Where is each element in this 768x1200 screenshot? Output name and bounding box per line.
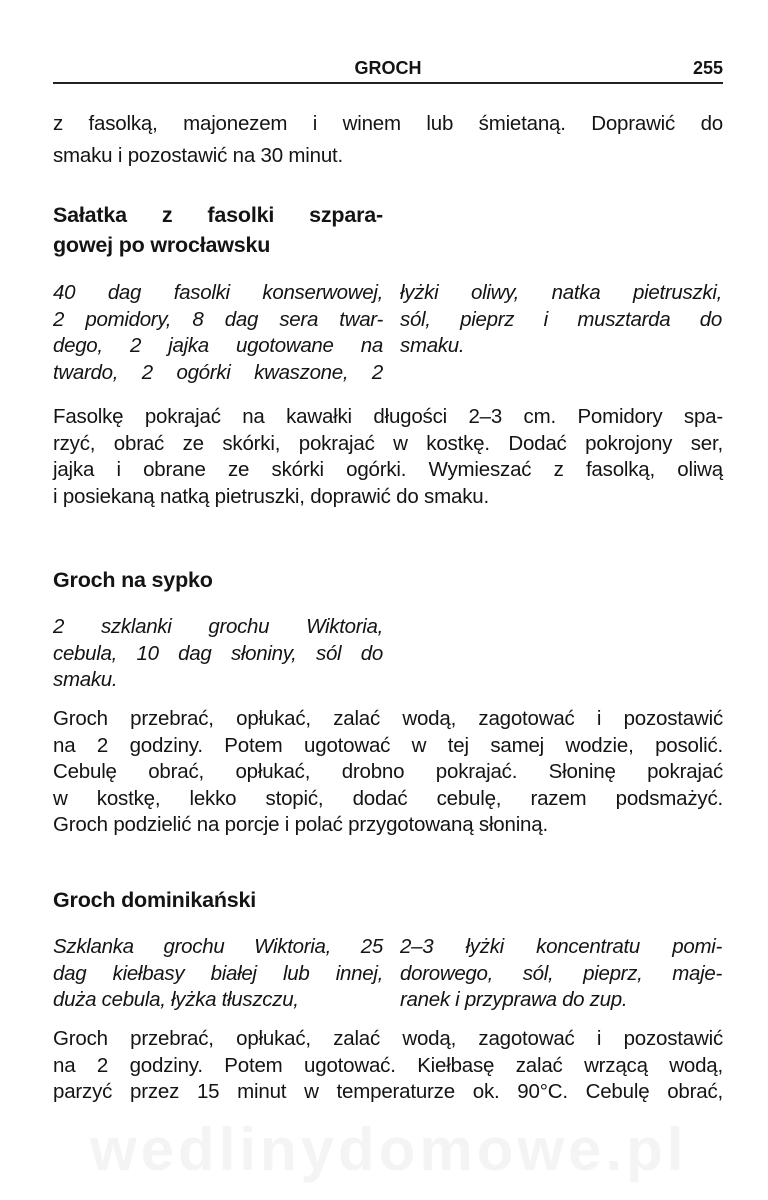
method-paragraph-line: na 2 godziny. Potem ugotować. Kiełbasę zalać wrzącą wodą, (53, 1053, 723, 1077)
ingredients-left-line: duża cebula, łyżka tłuszczu, (53, 988, 299, 1011)
running-header (53, 56, 723, 84)
ingredients-left-line: dag kiełbasy białej lub innej, (53, 961, 383, 985)
method-paragraph-line: w kostkę, lekko stopić, dodać cebulę, razem podsmażyć. (53, 786, 723, 810)
recipe-title-line: gowej po wrocławsku (53, 233, 271, 257)
ingredients-right-line: 2–3 łyżki koncentratu pomi- (400, 935, 722, 958)
ingredients-left-line: dego, 2 jajka ugotowane na (53, 334, 383, 357)
ingredients-left-line: smaku. (53, 668, 118, 691)
ingredients-right-line: dorowego, sól, pieprz, maje- (400, 961, 722, 985)
page-number: 255 (692, 58, 723, 78)
ingredients-left-line: twardo, 2 ogórki kwaszone, 2 (53, 360, 383, 384)
ingredients-right-line: smaku. (400, 334, 465, 357)
continuation-paragraph-line: z fasolką, majonezem i winem lub śmietaną. Doprawić do (53, 112, 723, 135)
ingredients-left-line: 2 szklanki grochu Wiktoria, (53, 615, 383, 638)
recipe-title-line: Groch na sypko (53, 568, 213, 592)
recipe-title (53, 200, 383, 260)
method-paragraph-line: Groch przebrać, opłukać, zalać wodą, zagotować i pozostawić (53, 707, 723, 730)
ingredients-left-line: 2 pomidory, 8 dag sera twar- (53, 307, 383, 331)
ingredients-left-line: Szklanka grochu Wiktoria, 25 (53, 935, 383, 958)
continuation-paragraph (53, 108, 723, 172)
method-paragraph-line: Groch przebrać, opłukać, zalać wodą, zagotować i pozostawić (53, 1027, 723, 1050)
ingredients-right (400, 280, 722, 360)
recipe-title-line: Sałatka z fasolki szpara- (53, 203, 383, 227)
method-paragraph (53, 404, 723, 510)
recipe-title (53, 565, 383, 595)
recipe-title-line: Groch dominikański (53, 888, 257, 912)
ingredients-right-line: łyżki oliwy, natka pietruszki, (400, 281, 722, 304)
method-paragraph (53, 1026, 723, 1106)
ingredients-right-line: ranek i przyprawa do zup. (400, 988, 628, 1011)
ingredients-right (400, 934, 722, 1014)
ingredients-left-line: cebula, 10 dag słoniny, sól do (53, 641, 383, 665)
method-paragraph-line: Fasolkę pokrajać na kawałki długości 2–3 cm. Pomidory spa- (53, 405, 723, 428)
ingredients-left-line: 40 dag fasolki konserwowej, (53, 281, 383, 304)
watermark: wedlinydomowe.pl (90, 1116, 688, 1183)
method-paragraph-line: jajka i obrane ze skórki ogórki. Wymieszać z fasolką, oliwą (53, 458, 723, 481)
method-paragraph-line: Groch podzielić na porcje i polać przygotowaną słoniną. (53, 813, 548, 836)
method-paragraph-line: i posiekaną natką pietruszki, doprawić do smaku. (53, 484, 489, 508)
recipe-title (53, 885, 383, 915)
method-paragraph-line: rzyć, obrać ze skórki, pokrajać w kostkę. Dodać pokrojony ser, (53, 431, 723, 455)
method-paragraph (53, 706, 723, 839)
ingredients-right-line: sól, pieprz i musztarda do (400, 307, 722, 331)
method-paragraph-line: na 2 godziny. Potem ugotować w tej samej wodzie, posolić. (53, 733, 723, 757)
method-paragraph-line: Cebulę obrać, opłukać, drobno pokrajać. Słoninę pokrajać (53, 760, 723, 783)
method-paragraph-line: parzyć przez 15 minut w temperaturze ok. 90°C. Cebulę obrać, (53, 1080, 723, 1103)
ingredients-left (53, 934, 383, 1014)
ingredients-left (53, 280, 383, 386)
running-title: GROCH (354, 58, 422, 78)
ingredients-left (53, 614, 383, 694)
continuation-paragraph-line: smaku i pozostawić na 30 minut. (53, 144, 344, 167)
